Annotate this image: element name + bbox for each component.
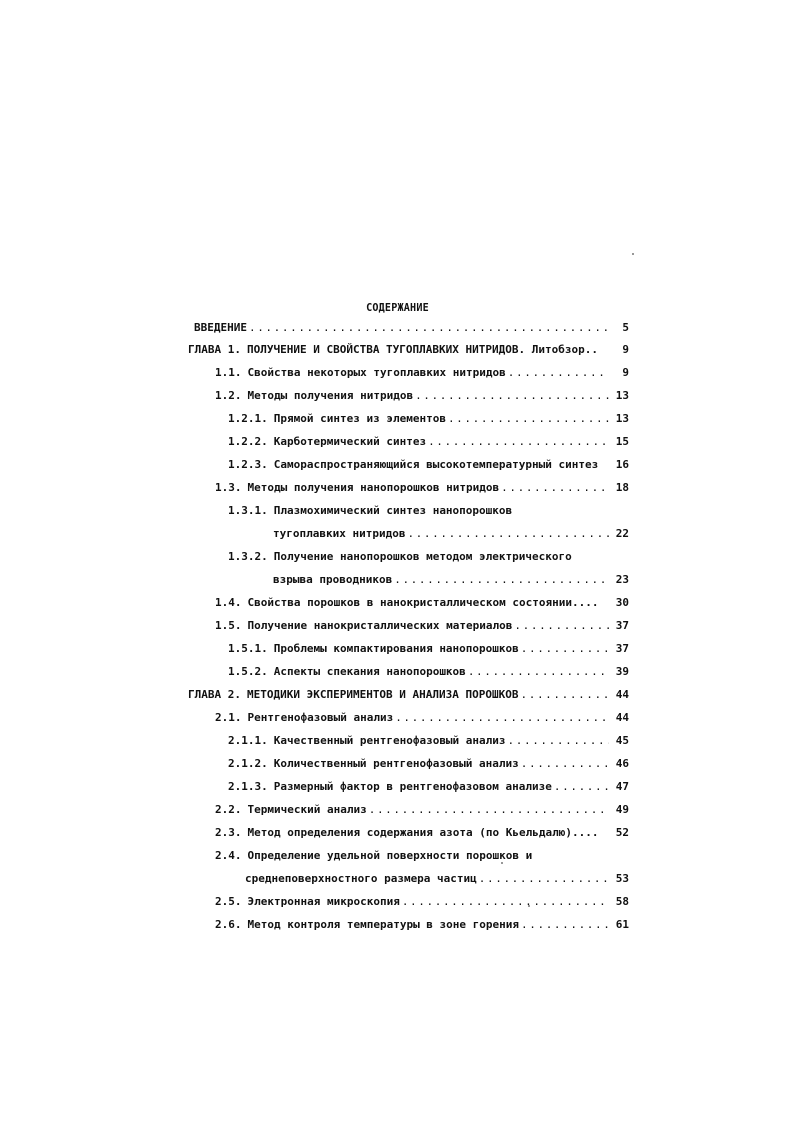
toc-entry-page: 46	[615, 757, 629, 770]
toc-entry-number: 2.1.2.	[228, 757, 268, 770]
toc-entry-number: 1.2.	[215, 389, 242, 402]
toc-entry-number: 1.3.	[215, 481, 242, 494]
toc-entry-title: тугоплавких нитридов	[273, 527, 406, 540]
toc-entry-number: 1.4.	[215, 596, 242, 609]
toc-entry-number: 2.4.	[215, 849, 242, 862]
toc-entry-2-1	[215, 711, 629, 733]
toc-leader-dots	[508, 366, 609, 379]
toc-entry-title: среднеповерхностного размера частиц	[245, 872, 477, 885]
toc-leader-dots	[369, 803, 609, 816]
toc-entry-title: Получение нанокристаллических материалов	[247, 619, 513, 632]
scan-speck	[528, 905, 530, 907]
toc-entry-1-3-1	[228, 504, 629, 526]
toc-leader-dots	[521, 918, 609, 931]
toc-entry-number: 2.2.	[215, 803, 242, 816]
toc-entry-number: 2.6.	[215, 918, 242, 931]
toc-leader-dots	[514, 619, 609, 632]
toc-entry-page: 22	[615, 527, 629, 540]
toc-entry-title: МЕТОДИКИ ЭКСПЕРИМЕНТОВ И АНАЛИЗА ПОРОШКОВ	[246, 688, 519, 701]
toc-entry-1-3-2-continued	[273, 573, 629, 595]
toc-entry-1-2-3	[228, 458, 629, 480]
toc-title: СОДЕРЖАНИЕ	[366, 301, 429, 314]
toc-entry-2-4-continued	[245, 872, 629, 894]
toc-entry-page: 9	[622, 343, 629, 356]
toc-entry-page: 44	[615, 688, 629, 701]
toc-entry-page: 5	[622, 321, 629, 334]
toc-entry-title: Метод определения содержания азота (по Кьельдалю)....	[247, 826, 599, 839]
toc-entry-number: 1.3.1.	[228, 504, 268, 517]
toc-entry-page: 44	[615, 711, 629, 724]
toc-entry-2-1-1	[228, 734, 629, 756]
toc-entry-title: Плазмохимический синтез нанопорошков	[273, 504, 513, 517]
toc-entry-2-1-2	[228, 757, 629, 779]
toc-entry-1-5-1	[228, 642, 629, 664]
toc-entry-chapter-2	[188, 688, 629, 710]
toc-entry-title: Аспекты спекания нанопорошков	[273, 665, 466, 678]
toc-entry-page: 37	[615, 642, 629, 655]
toc-entry-title: Термический анализ	[247, 803, 367, 816]
toc-entry-page: 39	[615, 665, 629, 678]
toc-leader-dots	[501, 481, 609, 494]
toc-entry-title: Свойства некоторых тугоплавких нитридов	[247, 366, 506, 379]
toc-entry-1-2	[215, 389, 629, 411]
toc-entry-number: 1.2.1.	[228, 412, 268, 425]
toc-entry-title: ВВЕДЕНИЕ	[194, 321, 247, 334]
toc-entry-title: Электронная микроскопия	[247, 895, 400, 908]
toc-leader-dots	[402, 895, 609, 908]
toc-entry-title: Методы получения нанопорошков нитридов	[247, 481, 500, 494]
toc-entry-number: 2.5.	[215, 895, 242, 908]
toc-entry-page: 47	[615, 780, 629, 793]
toc-entry-page: 53	[615, 872, 629, 885]
toc-entry-title: ПОЛУЧЕНИЕ И СВОЙСТВА ТУГОПЛАВКИХ НИТРИДОВ. Литобзор..	[246, 343, 598, 356]
toc-entry-page: 37	[615, 619, 629, 632]
toc-leader-dots	[468, 665, 609, 678]
toc-entry-page: 30	[615, 596, 629, 609]
toc-entry-page: 16	[615, 458, 629, 471]
toc-entry-number: 2.1.3.	[228, 780, 268, 793]
toc-entry-title: Получение нанопорошков методом электрического	[273, 550, 572, 563]
toc-entry-page: 45	[615, 734, 629, 747]
toc-entry-1-5-2	[228, 665, 629, 687]
toc-entry-1-3	[215, 481, 629, 503]
toc-entry-number: 1.5.	[215, 619, 242, 632]
toc-entry-1-5	[215, 619, 629, 641]
toc-entry-title: Прямой синтез из элементов	[273, 412, 446, 425]
toc-leader-dots	[395, 711, 609, 724]
toc-leader-dots	[407, 527, 609, 540]
toc-entry-number: 1.5.1.	[228, 642, 268, 655]
toc-leader-dots	[508, 734, 609, 747]
toc-entry-title: Карботермический синтез	[273, 435, 427, 448]
toc-entry-title: Качественный рентгенофазовый анализ	[273, 734, 506, 747]
toc-entry-page: 13	[615, 412, 629, 425]
toc-entry-number: ГЛАВА 2.	[188, 688, 241, 701]
toc-entry-title: взрыва проводников	[273, 573, 393, 586]
toc-leader-dots	[448, 412, 609, 425]
toc-leader-dots	[521, 688, 609, 701]
toc-entry-2-2	[215, 803, 629, 825]
toc-entry-title: Метод контроля температуры в зоне горения	[247, 918, 520, 931]
toc-entry-2-3	[215, 826, 629, 848]
toc-entry-title: Проблемы компактирования нанопорошков	[273, 642, 519, 655]
toc-entry-title: Размерный фактор в рентгенофазовом анализе	[273, 780, 552, 793]
toc-entry-title: Рентгенофазовый анализ	[247, 711, 394, 724]
toc-entry-1-2-2	[228, 435, 629, 457]
toc-entry-page: 9	[622, 366, 629, 379]
scan-speck	[632, 253, 634, 255]
toc-entry-chapter-1	[188, 343, 629, 365]
toc-entry-1-1	[215, 366, 629, 388]
toc-entry-title: Методы получения нитридов	[247, 389, 414, 402]
toc-entry-introduction	[188, 321, 629, 343]
toc-entry-number: ГЛАВА 1.	[188, 343, 241, 356]
toc-leader-dots	[479, 872, 609, 885]
toc-entry-1-3-1-continued	[273, 527, 629, 549]
toc-entry-number: 1.5.2.	[228, 665, 268, 678]
toc-entry-page: 52	[615, 826, 629, 839]
toc-entry-title: Количественный рентгенофазовый анализ	[273, 757, 519, 770]
toc-entry-number: 1.3.2.	[228, 550, 268, 563]
toc-entry-page: 15	[615, 435, 629, 448]
toc-leader-dots	[521, 642, 609, 655]
toc-entry-page: 58	[615, 895, 629, 908]
toc-entry-number: 2.3.	[215, 826, 242, 839]
scan-speck	[501, 862, 503, 864]
toc-entry-page: 13	[615, 389, 629, 402]
toc-entry-page: 49	[615, 803, 629, 816]
toc-entry-title: Свойства порошков в нанокристаллическом состоянии....	[247, 596, 599, 609]
toc-entry-1-2-1	[228, 412, 629, 434]
toc-leader-dots	[394, 573, 609, 586]
toc-entry-page: 23	[615, 573, 629, 586]
toc-entry-number: 2.1.	[215, 711, 242, 724]
toc-entry-number: 2.1.1.	[228, 734, 268, 747]
toc-entry-title: Самораспространяющийся высокотемпературный синтез	[273, 458, 599, 471]
toc-leader-dots	[521, 757, 609, 770]
toc-entry-page: 61	[615, 918, 629, 931]
toc-entry-number: 1.2.2.	[228, 435, 268, 448]
toc-entry-title: Определение удельной поверхности порошков и	[247, 849, 533, 862]
toc-entry-page: 18	[615, 481, 629, 494]
toc-leader-dots	[554, 780, 609, 793]
toc-leader-dots	[415, 389, 609, 402]
toc-entry-1-3-2	[228, 550, 629, 572]
toc-entry-2-6	[215, 918, 629, 940]
toc-entry-number: 1.2.3.	[228, 458, 268, 471]
toc-entry-2-1-3	[228, 780, 629, 802]
toc-leader-dots	[249, 321, 609, 334]
toc-entry-1-4	[215, 596, 629, 618]
toc-entry-2-5	[215, 895, 629, 917]
toc-leader-dots	[428, 435, 609, 448]
toc-entry-number: 1.1.	[215, 366, 242, 379]
toc-entry-2-4	[215, 849, 629, 871]
